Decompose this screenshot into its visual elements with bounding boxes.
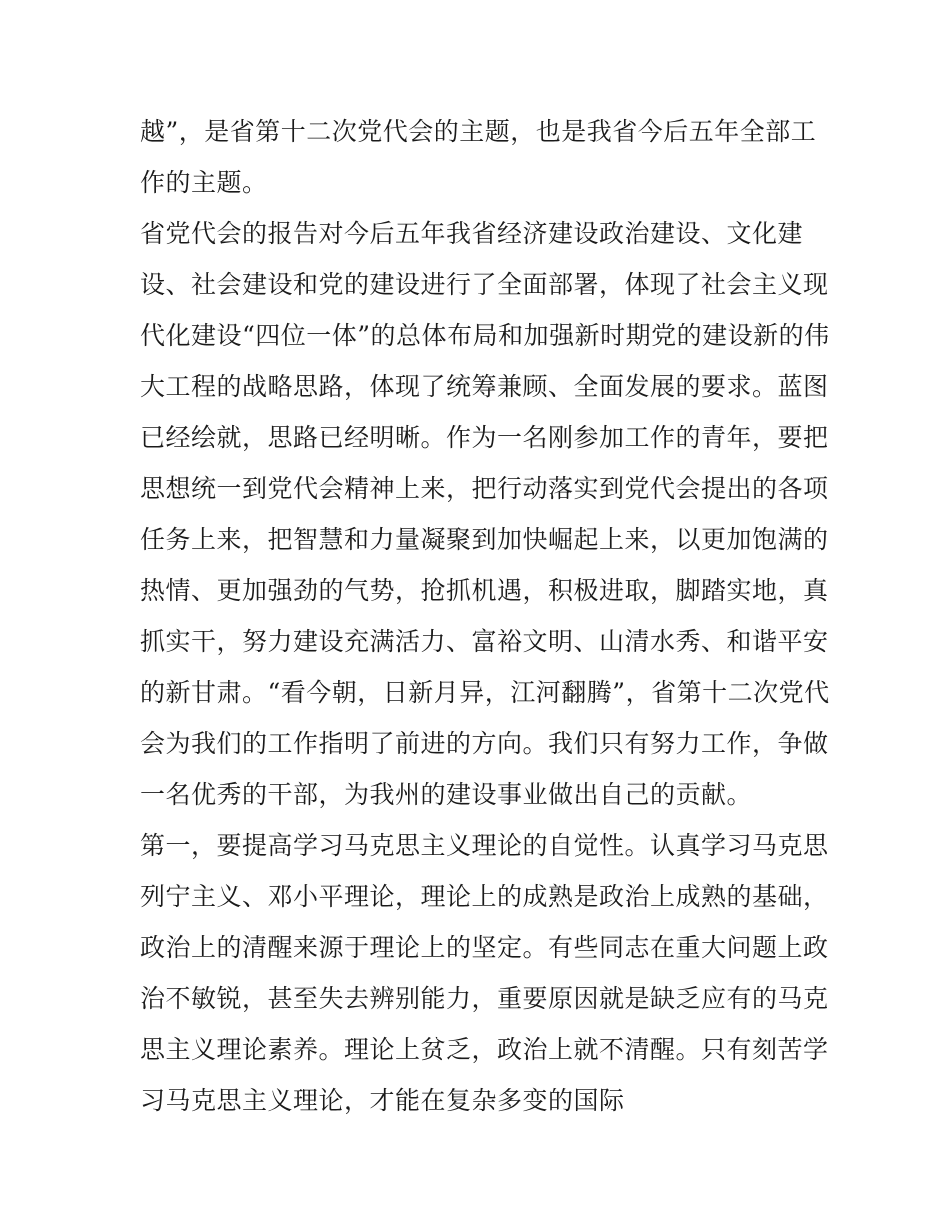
text-line: 越”，是省第十二次党代会的主题，也是我省今后五年全部工: [140, 117, 817, 146]
text-line: 作的主题。: [140, 168, 268, 197]
text-line: 设、社会建设和党的建设进行了全面部署，体现了社会主义现: [140, 270, 829, 299]
text-line: 一名优秀的干部，为我州的建设事业做出自己的贡献。: [140, 780, 753, 809]
text-line: 大工程的战略思路，体现了统筹兼顾、全面发展的要求。蓝图: [140, 372, 829, 401]
text-line: 省党代会的报告对今后五年我省经济建设政治建设、文化建: [140, 219, 804, 248]
text-line: 列宁主义、邓小平理论，理论上的成熟是政治上成熟的基础，: [140, 882, 829, 911]
text-line: 热情、更加强劲的气势，抢抓机遇，积极进取，脚踏实地，真: [140, 576, 829, 605]
text-line: 抓实干，努力建设充满活力、富裕文明、山清水秀、和谐平安: [140, 627, 829, 656]
text-line: 代化建设“四位一体”的总体布局和加强新时期党的建设新的伟: [140, 321, 830, 350]
body-text: [140, 106, 830, 1126]
text-line: 已经绘就，思路已经明晰。作为一名刚参加工作的青年，要把: [140, 423, 829, 452]
text-line: 的新甘肃。“看今朝，日新月异，江河翻腾”，省第十二次党代: [140, 678, 830, 707]
text-line: 第一，要提高学习马克思主义理论的自觉性。认真学习马克思: [140, 831, 829, 860]
text-line: 政治上的清醒来源于理论上的坚定。有些同志在重大问题上政: [140, 933, 829, 962]
text-line: 治不敏锐，甚至失去辨别能力，重要原因就是缺乏应有的马克: [140, 984, 829, 1013]
text-line: 思主义理论素养。理论上贫乏，政治上就不清醒。只有刻苦学: [140, 1035, 829, 1064]
text-line: 思想统一到党代会精神上来，把行动落实到党代会提出的各项: [140, 474, 829, 503]
text-line: 任务上来，把智慧和力量凝聚到加快崛起上来，以更加饱满的: [140, 525, 829, 554]
text-line: 会为我们的工作指明了前进的方向。我们只有努力工作，争做: [140, 729, 829, 758]
text-line: 习马克思主义理论，才能在复杂多变的国际: [140, 1086, 625, 1115]
